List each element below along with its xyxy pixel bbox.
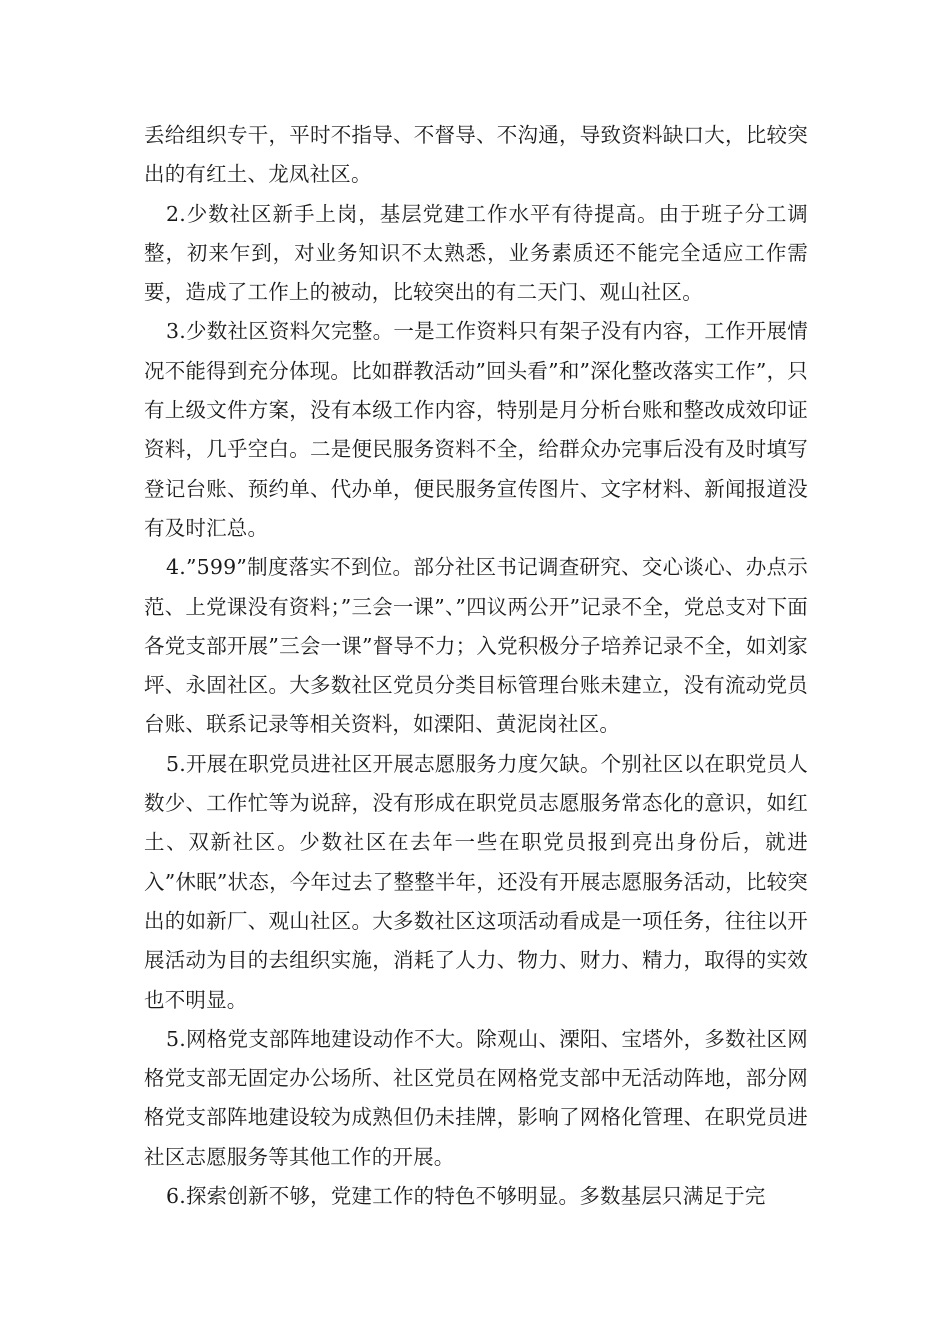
paragraph-item-4: 4.”599”制度落实不到位。部分社区书记调查研究、交心谈心、办点示范、上党课没有资料；”三会一课”、”四议两公开”记录不全，党总支对下面各党支部开展”三会一课”督导不力；入党积极分子培养记录不全，如刘家坪、永固社区。大多数社区党员分类目标管理台账未建立，没有流动党员台账、联系记录等相关资料，如溧阳、黄泥岗社区。 [144,555,808,737]
paragraph-item-5a: 5.开展在职党员进社区开展志愿服务力度欠缺。个别社区以在职党员人数少、工作忙等为说辞，没有形成在职党员志愿服务常态化的意识，如红土、双新社区。少数社区在去年一些在职党员报到亮出身份后，就进入”休眠”状态，今年过去了整整半年，还没有开展志愿服务活动，比较突出的如新厂、观山社区。大多数社区这项活动看成是一项任务，往往以开展活动为目的去组织实施，消耗了人力、物力、财力、精力，取得的实效也不明显。 [144,751,808,1012]
paragraph-item-3: 3.少数社区资料欠完整。一是工作资料只有架子没有内容，工作开展情况不能得到充分体现。比如群教活动”回头看”和”深化整改落实工作”，只有上级文件方案，没有本级工作内容，特别是月分析台账和整改成效印证资料，几乎空白。二是便民服务资料不全，给群众办完事后没有及时填写登记台账、预约单、代办单，便民服务宣传图片、文字材料、新闻报道没有及时汇总。 [144,319,808,540]
paragraph-continuation: 丢给组织专干，平时不指导、不督导、不沟通，导致资料缺口大，比较突出的有红土、龙凤社区。 [144,123,808,187]
paragraph-item-6: 6.探索创新不够，党建工作的特色不够明显。多数基层只满足于完 [166,1184,766,1209]
paragraph-item-2: 2.少数社区新手上岗，基层党建工作水平有待提高。由于班子分工调整，初来乍到，对业务知识不太熟悉，业务素质还不能完全适应工作需要，造成了工作上的被动，比较突出的有二天门、观山社区。 [144,201,808,305]
paragraph-item-5b: 5.网格党支部阵地建设动作不大。除观山、溧阳、宝塔外，多数社区网格党支部无固定办公场所、社区党员在网格党支部中无活动阵地，部分网格党支部阵地建设较为成熟但仍未挂牌，影响了网格化管理、在职党员进社区志愿服务等其他工作的开展。 [144,1026,808,1169]
document-body [144,116,808,1216]
